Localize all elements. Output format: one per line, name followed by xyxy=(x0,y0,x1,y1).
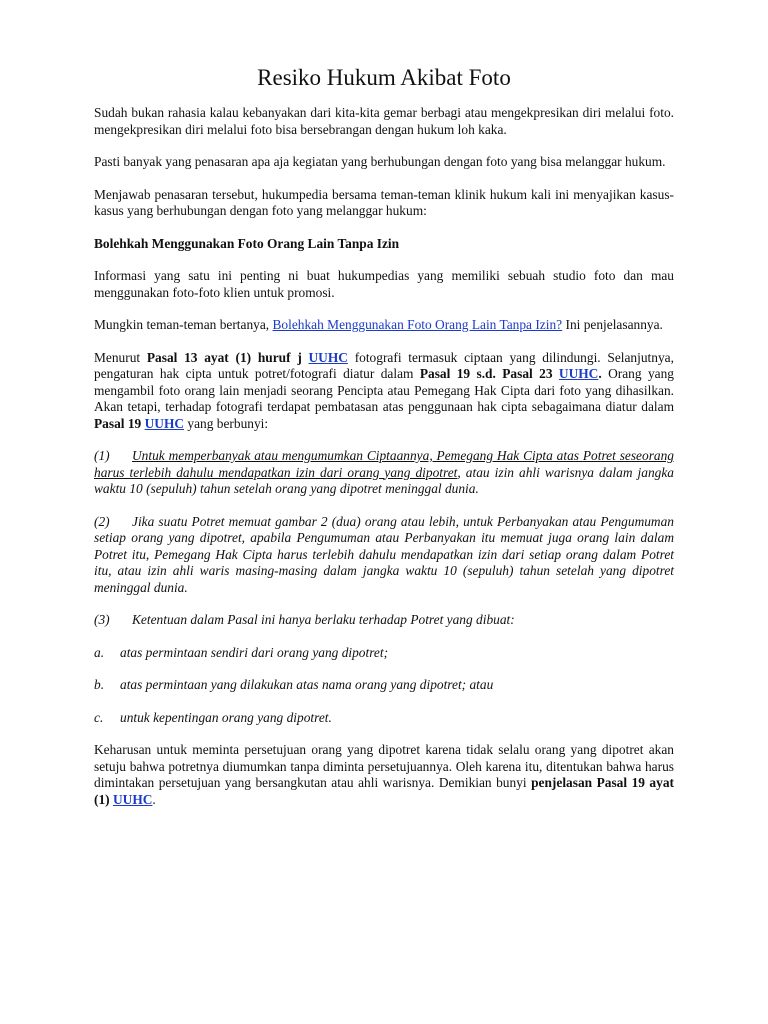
question-text-end: Ini penjelasannya. xyxy=(565,317,663,332)
document-page xyxy=(94,64,674,824)
clause-3-number: (3) xyxy=(94,612,110,627)
list-item-b-label: b. xyxy=(94,677,105,692)
uuhc-link-3[interactable]: UUHC xyxy=(144,415,185,431)
uuhc-link-4[interactable]: UUHC xyxy=(112,791,153,807)
uuhc-link-1[interactable]: UUHC xyxy=(308,349,348,365)
info-paragraph: Informasi yang satu ini penting ni buat hukumpedias yang memiliki sebuah studio foto dan mau menggunakan foto-foto klien untuk promosi. xyxy=(94,268,674,300)
intro-paragraph-1: Sudah bukan rahasia kalau kebanyakan dari kita-kita gemar berbagi atau mengekpresikan diri melalui foto. mengekpresikan diri melalui foto bisa bersebrangan dengan hukum loh kaka. xyxy=(94,105,674,137)
main-text-1: Menurut xyxy=(94,349,141,365)
list-item-a xyxy=(94,645,674,662)
closing-bold: penjelasan Pasal 19 ayat (1) xyxy=(94,775,674,807)
closing-paragraph xyxy=(94,742,674,808)
list-item-c-text: untuk kepentingan orang yang dipotret. xyxy=(120,709,332,725)
list-item-a-label: a. xyxy=(94,644,105,660)
clause-2-text: Jika suatu Potret memuat gambar 2 (dua) orang atau lebih, untuk Perbanyakan atau Pengumuman setiap orang yang dipotret, apabila Pengumuman atau Perbanyakan itu memuat juga orang lain dalam Potret itu, Pemegang Hak Cipta harus terlebih dahulu mendapatkan izin dari setiap orang dalam Potret itu, atau izin ahli waris masing-masing dalam jangka waktu 10 (sepuluh) tahun setelah yang dipotret meninggal dunia. xyxy=(94,513,674,595)
main-text-2: fotografi termasuk ciptaan yang dilindungi. Selanjutnya, pengaturan hak cipta untuk potret/fotografi diatur dalam xyxy=(94,349,674,381)
pasal-19-ref: Pasal 19 xyxy=(94,415,142,431)
question-paragraph xyxy=(94,317,674,334)
clause-1 xyxy=(94,448,674,498)
main-text-3: Orang yang mengambil foto orang lain menjadi seorang Pencipta atau Pemegang Hak Cipta dari foto yang dihasilkan. Akan tetapi, terhadap fotografi terdapat pembatasan atas penggunaan hak cipta sebagaimana diatur dalam xyxy=(94,366,674,414)
list-item-a-text: atas permintaan sendiri dari orang yang dipotret; xyxy=(120,644,389,660)
main-text-4: yang berbunyi: xyxy=(187,415,269,431)
pasal-13-ref: Pasal 13 ayat (1) huruf j xyxy=(146,349,302,365)
clause-1-rest: , atau izin ahli warisnya dalam jangka waktu 10 (sepuluh) tahun setelah orang yang dipotret meninggal dunia. xyxy=(94,464,674,496)
list-item-c xyxy=(94,710,674,727)
question-text: Mungkin teman-teman bertanya, xyxy=(94,317,270,332)
dot: . xyxy=(598,366,602,381)
pasal-19-23-ref: Pasal 19 s.d. Pasal 23 xyxy=(419,366,553,381)
clause-1-number: (1) xyxy=(94,448,110,463)
intro-paragraph-3: Menjawab penasaran tersebut, hukumpedia bersama teman-teman klinik hukum kali ini menyajikan kasus-kasus yang berhubungan dengan foto yang melanggar hukum: xyxy=(94,186,674,218)
section-heading: Bolehkah Menggunakan Foto Orang Lain Tanpa Izin xyxy=(94,235,400,251)
main-paragraph xyxy=(94,350,674,433)
clause-3 xyxy=(94,612,674,629)
intro-paragraph-2: Pasti banyak yang penasaran apa aja kegiatan yang berhubungan dengan foto yang bisa melanggar hukum. xyxy=(94,154,666,169)
closing-text: Keharusan untuk meminta persetujuan orang yang dipotret karena tidak selalu orang yang dipotret akan setuju bahwa potretnya diumumkan tanpa diminta persetujuannya. Oleh karena itu, ditentukan bahwa harus dimintakan persetujuan yang bersangkutan atau ahli warisnya. Demikian bunyi xyxy=(94,742,674,790)
clause-2-number: (2) xyxy=(94,513,110,529)
list-item-c-label: c. xyxy=(94,709,104,725)
clause-1-underlined: Untuk memperbanyak atau mengumumkan Ciptaannya, Pemegang Hak Cipta atas Potret seseorang harus terlebih dahulu mendapatkan izin dari orang yang dipotret xyxy=(94,448,674,480)
list-item-b xyxy=(94,677,674,694)
uuhc-link-2[interactable]: UUHC xyxy=(558,366,599,381)
page-title: Resiko Hukum Akibat Foto xyxy=(257,65,511,90)
closing-end: . xyxy=(152,791,156,807)
clause-2 xyxy=(94,514,674,597)
question-link[interactable]: Bolehkah Menggunakan Foto Orang Lain Tanpa Izin? xyxy=(272,317,563,332)
clause-3-text: Ketentuan dalam Pasal ini hanya berlaku terhadap Potret yang dibuat: xyxy=(132,612,515,627)
list-item-b-text: atas permintaan yang dilakukan atas nama orang yang dipotret; atau xyxy=(120,677,494,692)
